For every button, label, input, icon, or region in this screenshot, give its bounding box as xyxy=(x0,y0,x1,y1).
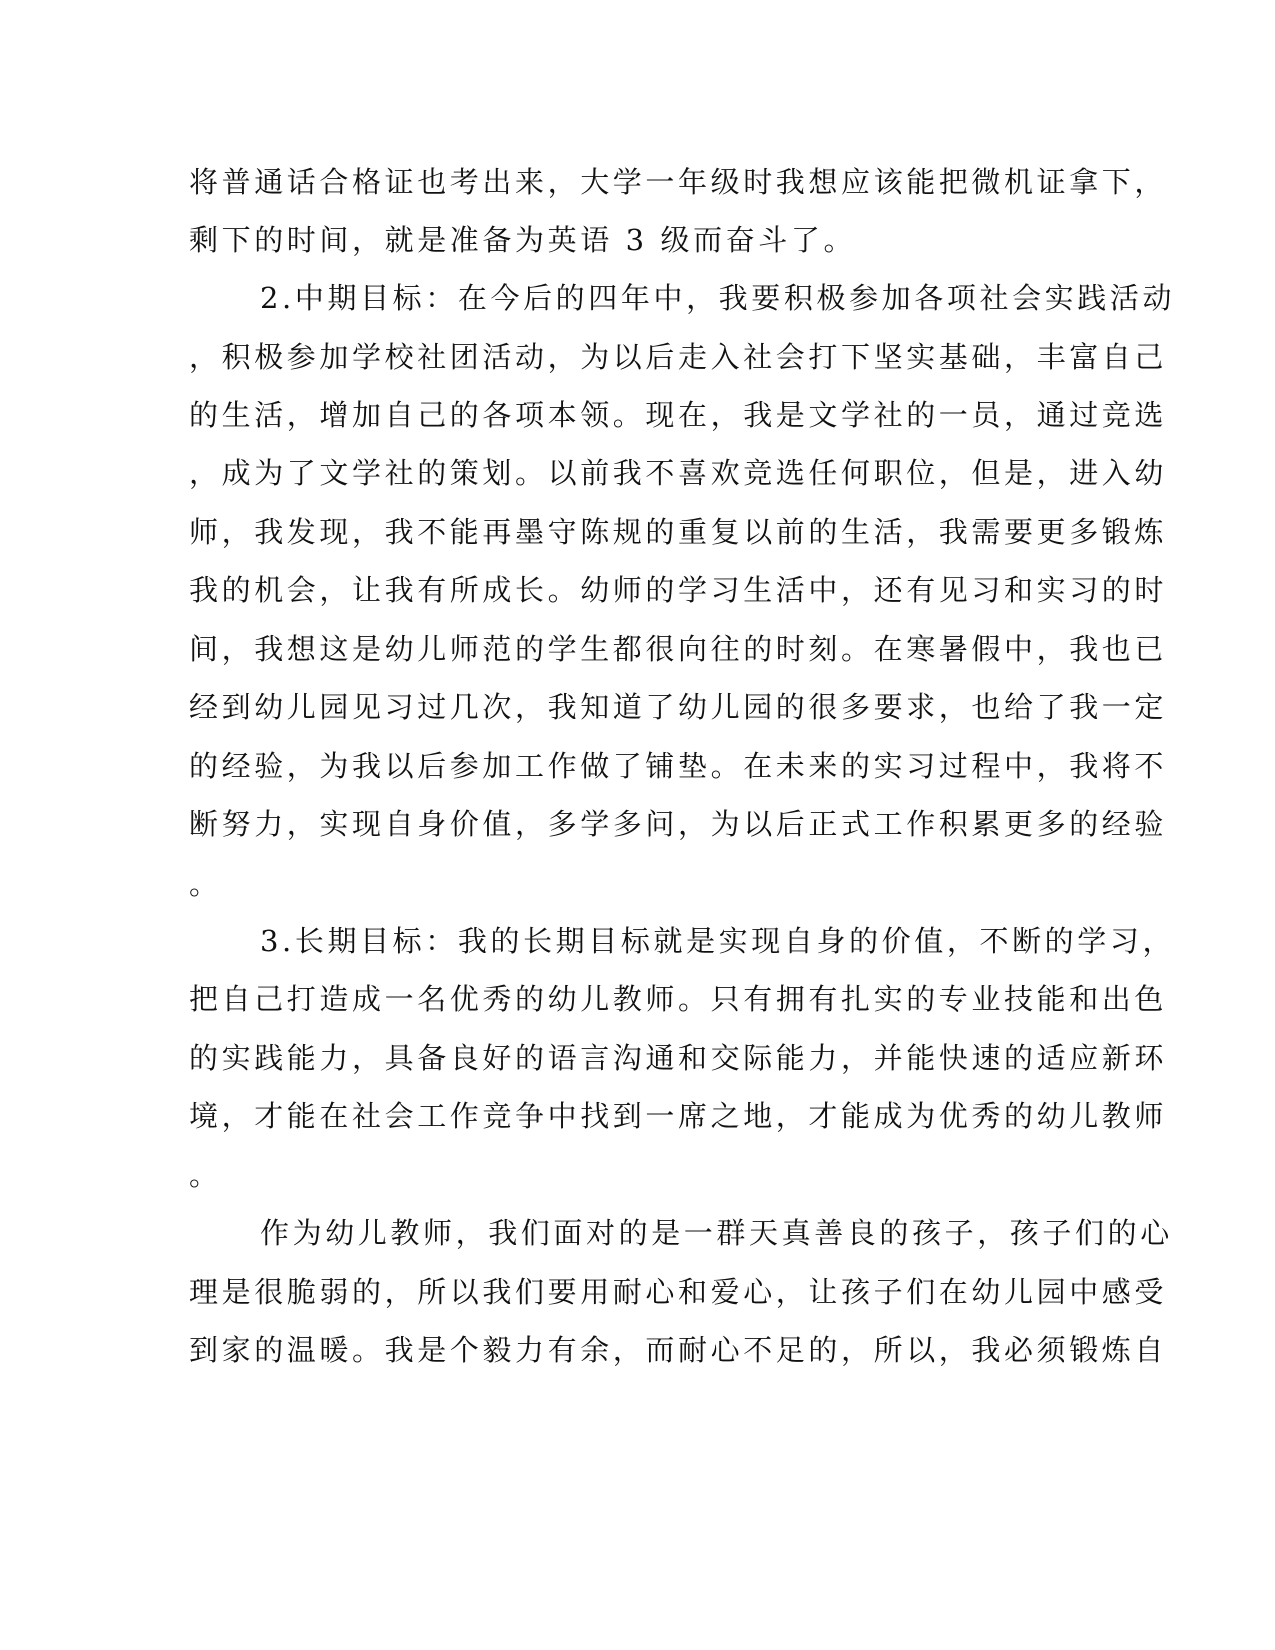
text-line: 到家的温暖。我是个毅力有余，而耐心不足的，所以，我必须锻炼自 xyxy=(189,1333,1168,1367)
text-line: 3.长期目标：我的长期目标就是实现自身的价值，不断的学习， xyxy=(260,924,1176,958)
text-line: 断努力，实现自身价值，多学多问，为以后正式工作积累更多的经验 xyxy=(189,807,1168,841)
text-line: 我的机会，让我有所成长。幼师的学习生活中，还有见习和实习的时 xyxy=(189,573,1168,607)
text-line: 境，才能在社会工作竞争中找到一席之地，才能成为优秀的幼儿教师 xyxy=(189,1099,1168,1133)
text-line: 。 xyxy=(189,1158,222,1192)
text-line: 间，我想这是幼儿师范的学生都很向往的时刻。在寒暑假中，我也已 xyxy=(189,632,1168,666)
text-line: ，成为了文学社的策划。以前我不喜欢竞选任何职位，但是，进入幼 xyxy=(189,456,1168,490)
text-line: 理是很脆弱的，所以我们要用耐心和爱心，让孩子们在幼儿园中感受 xyxy=(189,1275,1168,1309)
text-line: 经到幼儿园见习过几次，我知道了幼儿园的很多要求，也给了我一定 xyxy=(189,690,1168,724)
text-line: 。 xyxy=(189,867,222,901)
text-line: 把自己打造成一名优秀的幼儿教师。只有拥有扎实的专业技能和出色 xyxy=(189,982,1168,1016)
text-line: 师，我发现，我不能再墨守陈规的重复以前的生活，我需要更多锻炼 xyxy=(189,515,1168,549)
text-line: 2.中期目标：在今后的四年中，我要积极参加各项社会实践活动 xyxy=(260,281,1176,315)
text-line: 将普通话合格证也考出来，大学一年级时我想应该能把微机证拿下， xyxy=(189,165,1168,199)
text-line: 的实践能力，具备良好的语言沟通和交际能力，并能快速的适应新环 xyxy=(189,1041,1168,1075)
text-line: 的生活，增加自己的各项本领。现在，我是文学社的一员，通过竞选 xyxy=(189,398,1168,432)
text-line: 的经验，为我以后参加工作做了铺垫。在未来的实习过程中，我将不 xyxy=(189,749,1168,783)
text-line: ，积极参加学校社团活动，为以后走入社会打下坚实基础，丰富自己 xyxy=(189,340,1168,374)
text-line: 作为幼儿教师，我们面对的是一群天真善良的孩子，孩子们的心 xyxy=(260,1216,1173,1250)
text-line: 剩下的时间，就是准备为英语 3 级而奋斗了。 xyxy=(189,223,857,257)
